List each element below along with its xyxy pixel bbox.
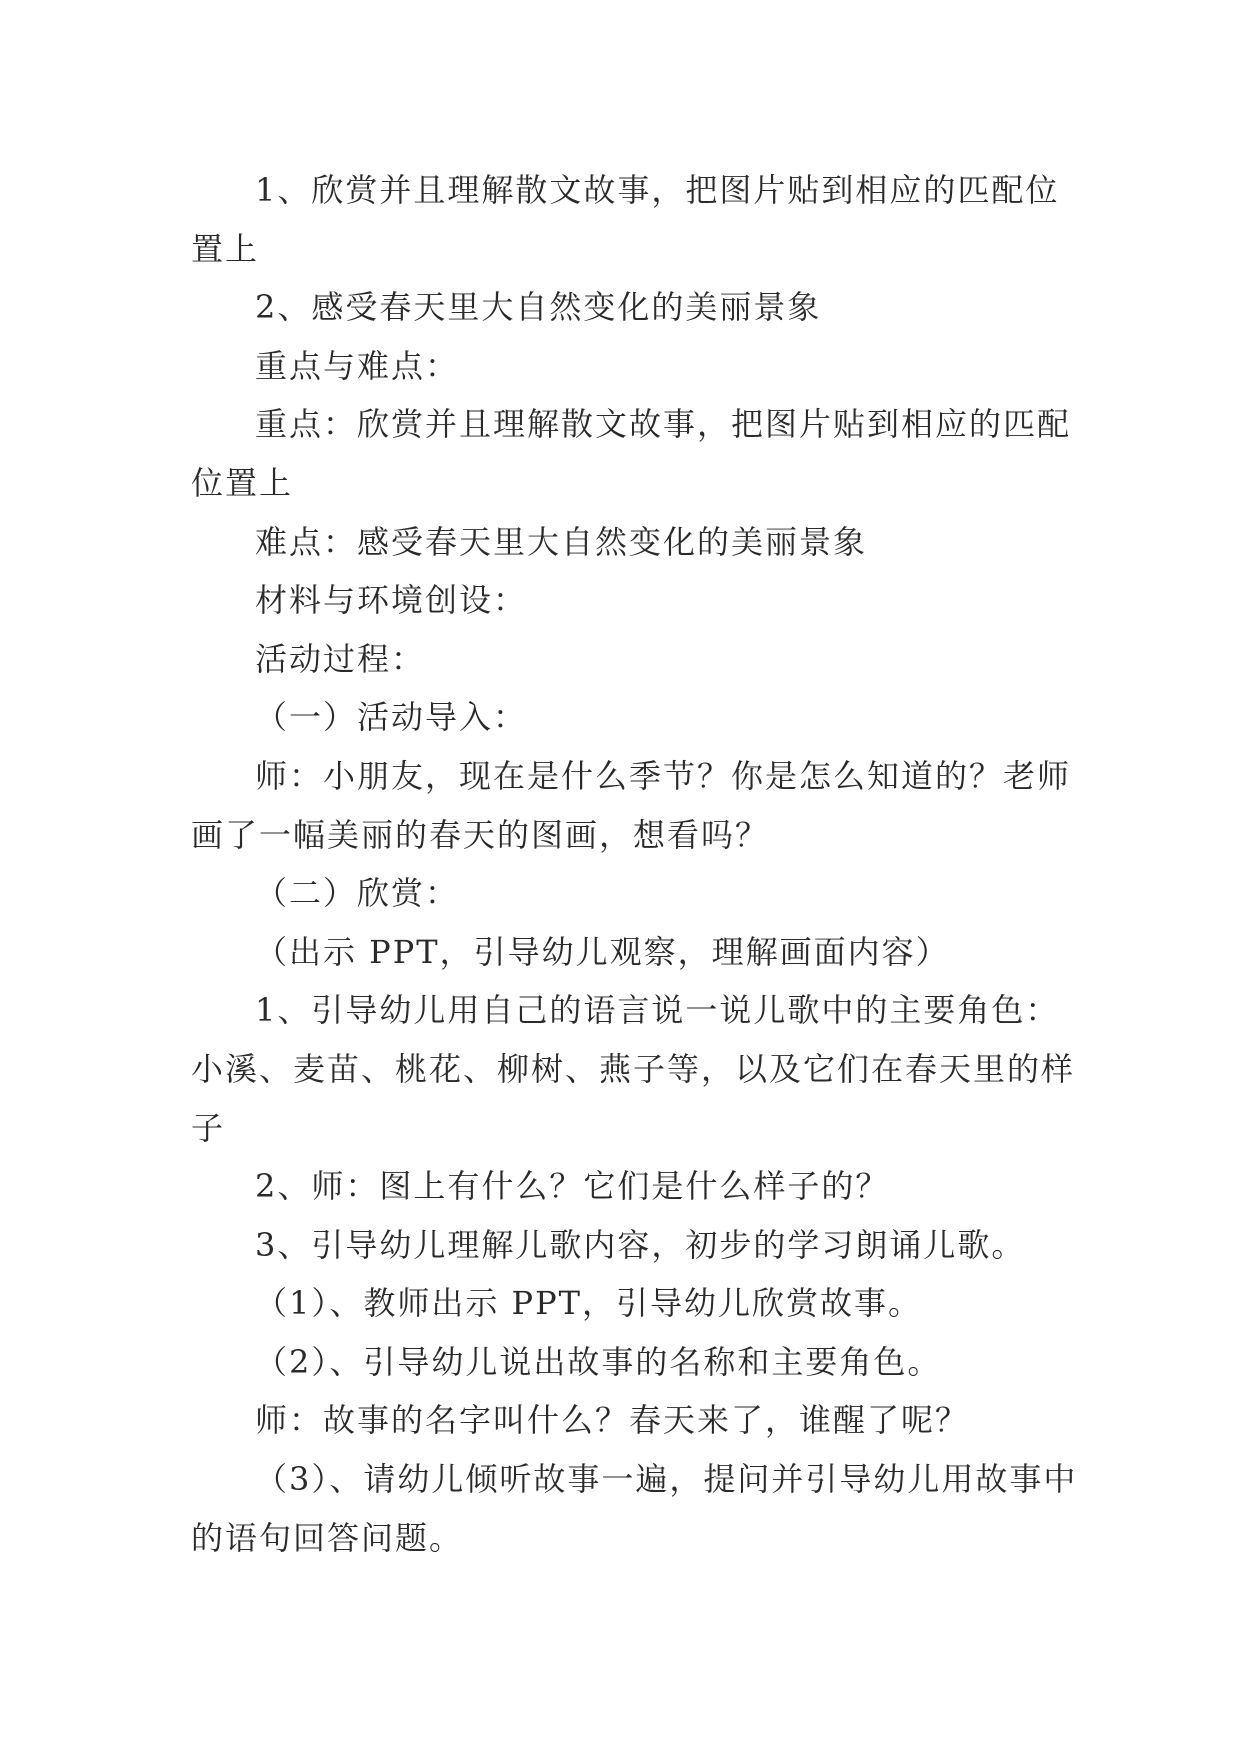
paragraph-line: 3、引导幼儿理解儿歌内容，初步的学习朗诵儿歌。 bbox=[255, 1225, 1026, 1264]
paragraph-line: （1）、教师出示 PPT，引导幼儿欣赏故事。 bbox=[255, 1284, 922, 1323]
paragraph-line: 画了一幅美丽的春天的图画，想看吗？ bbox=[191, 815, 770, 854]
paragraph-line: （3）、请幼儿倾听故事一遍，提问并引导幼儿用故事中 bbox=[255, 1460, 1078, 1499]
heading-activity-process bbox=[191, 630, 1071, 689]
paragraph-line: 材料与环境创设： bbox=[255, 581, 528, 620]
heading-section-1 bbox=[191, 688, 1071, 747]
paragraph-line: 的语句回答问题。 bbox=[191, 1518, 464, 1557]
paragraph-line: 置上 bbox=[191, 229, 260, 268]
paragraph-line: （一）活动导入： bbox=[255, 698, 528, 737]
paragraph-line: 重点：欣赏并且理解散文故事，把图片贴到相应的匹配 bbox=[255, 405, 1072, 444]
paragraph-line: 位置上 bbox=[191, 463, 294, 502]
paragraph-line: 子 bbox=[191, 1108, 226, 1147]
paragraph-substep-1 bbox=[191, 1274, 1071, 1333]
paragraph-step-2 bbox=[191, 1157, 1071, 1216]
paragraph-substep-2 bbox=[191, 1333, 1071, 1392]
paragraph-line: 1、欣赏并且理解散文故事，把图片贴到相应的匹配位 bbox=[255, 171, 1060, 209]
paragraph-line: （2）、引导幼儿说出故事的名称和主要角色。 bbox=[255, 1342, 942, 1381]
paragraph-line: （二）欣赏： bbox=[255, 874, 460, 913]
paragraph-substep-3 bbox=[191, 1450, 1078, 1567]
heading-materials bbox=[191, 571, 1071, 630]
paragraph-line: （出示 PPT，引导幼儿观察，理解画面内容） bbox=[255, 932, 950, 971]
paragraph-line: 小溪、麦苗、桃花、柳树、燕子等，以及它们在春天里的样 bbox=[191, 1049, 1076, 1088]
paragraph-line: 师：故事的名字叫什么？春天来了，谁醒了呢？ bbox=[255, 1401, 970, 1440]
paragraph-step-1 bbox=[191, 981, 1076, 1157]
paragraph-line: 难点：感受春天里大自然变化的美丽景象 bbox=[255, 522, 868, 561]
paragraph-line: 师：小朋友，现在是什么季节？你是怎么知道的？老师 bbox=[255, 756, 1072, 795]
paragraph-difficulty bbox=[191, 513, 1071, 572]
paragraph-line: 2、师：图上有什么？它们是什么样子的？ bbox=[255, 1167, 890, 1206]
paragraph-step-3 bbox=[191, 1216, 1071, 1275]
paragraph-line: 重点与难点： bbox=[255, 346, 460, 385]
paragraph-objective-1 bbox=[191, 161, 1071, 278]
paragraph-line: 2、感受春天里大自然变化的美丽景象 bbox=[255, 288, 822, 327]
paragraph-teacher-question bbox=[191, 747, 1071, 864]
heading-key-points bbox=[191, 337, 1071, 396]
paragraph-teacher-question-2 bbox=[191, 1391, 1071, 1450]
paragraph-key-point bbox=[191, 395, 1071, 512]
paragraph-line: 活动过程： bbox=[255, 639, 426, 678]
paragraph-objective-2 bbox=[191, 278, 1071, 337]
paragraph-show-ppt bbox=[191, 923, 1071, 982]
document-body bbox=[191, 161, 1078, 1567]
paragraph-line: 1、引导幼儿用自己的语言说一说儿歌中的主要角色： bbox=[255, 991, 1060, 1030]
heading-section-2 bbox=[191, 864, 1071, 923]
